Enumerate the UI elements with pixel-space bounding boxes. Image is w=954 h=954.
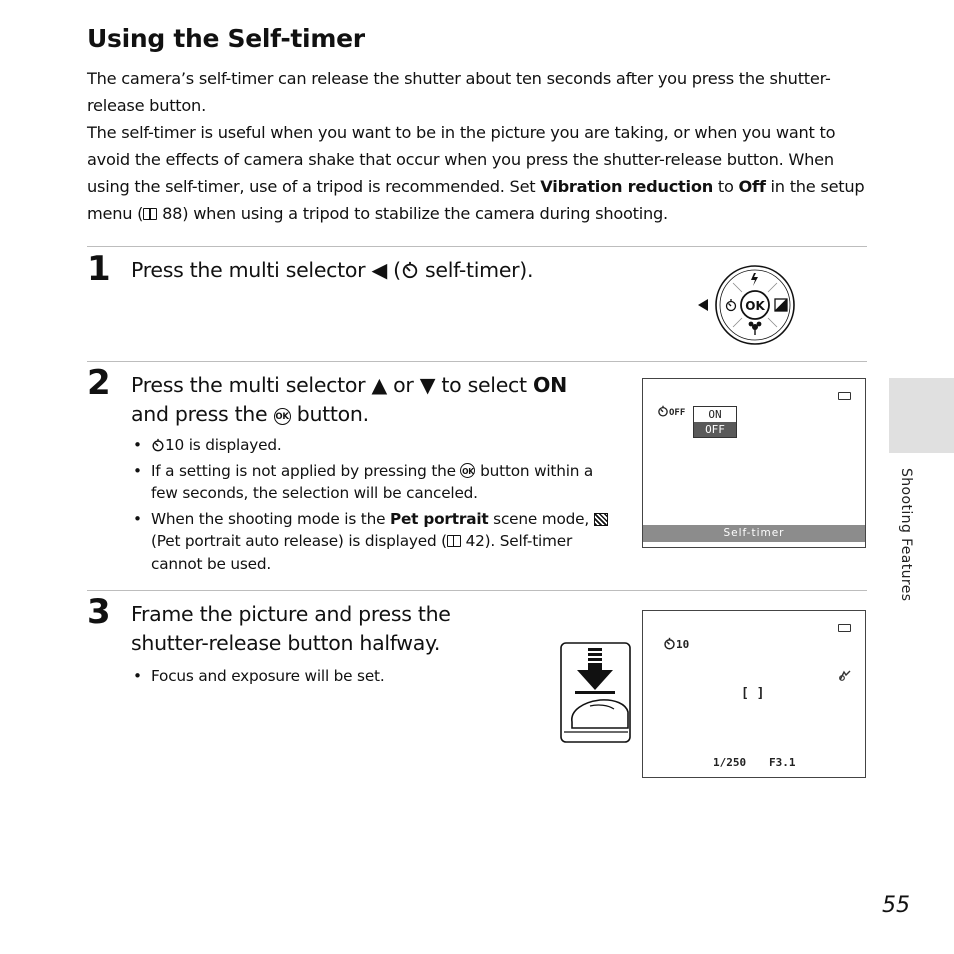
shutter-half-press-icon xyxy=(560,642,632,744)
svg-text:OK: OK xyxy=(745,299,765,313)
manual-reference-icon xyxy=(447,535,461,547)
left-arrow-icon: ◀ xyxy=(371,258,387,282)
page-title: Using the Self-timer xyxy=(87,24,365,53)
self-timer-icon xyxy=(401,261,419,279)
aperture-value: F3.1 xyxy=(769,756,796,769)
divider xyxy=(87,361,867,362)
step-2-notes xyxy=(131,434,616,578)
self-timer-icon xyxy=(151,438,165,452)
left-pointer-icon xyxy=(698,299,708,311)
intro-paragraph-1: The camera’s self-timer can release the shutter about ten seconds after you press the shutter-release button. xyxy=(87,69,831,115)
list-item: • Focus and exposure will be set. xyxy=(131,665,531,688)
manual-reference-icon xyxy=(143,208,157,220)
step-3-instruction: Frame the picture and press the shutter-release button halfway. xyxy=(131,602,451,655)
divider xyxy=(87,246,867,247)
down-arrow-icon: ▼ xyxy=(419,373,436,397)
step-number-1: 1 xyxy=(87,249,111,289)
step-number-3: 3 xyxy=(87,592,111,632)
shutter-speed: 1/250 xyxy=(713,756,747,769)
ok-button-icon: OK xyxy=(274,408,291,425)
step-3-notes xyxy=(131,665,531,691)
screen-footer-label: Self-timer xyxy=(643,525,865,542)
list-item: • If a setting is not applied by pressing the OK button within a few seconds, the selection will be canceled. xyxy=(131,460,616,505)
pet-portrait-auto-release-icon xyxy=(594,513,608,526)
scene-mode-name: Pet portrait xyxy=(389,509,489,528)
vibration-reduction-icon xyxy=(837,669,853,683)
list-item: • 10 is displayed. xyxy=(131,434,616,457)
section-tab xyxy=(889,378,954,453)
self-timer-mode-indicator: OFF xyxy=(657,405,685,418)
option-off-selected[interactable]: OFF xyxy=(694,422,736,437)
step-1-instruction: Press the multi selector ◀ ( self-timer). xyxy=(131,258,534,282)
page-number: 55 xyxy=(882,893,910,918)
multi-selector-diagram xyxy=(696,264,802,348)
self-timer-indicator: 10 xyxy=(663,637,689,651)
battery-icon xyxy=(838,624,851,632)
focus-area-brackets: [ ] xyxy=(741,686,765,701)
list-item: • When the shooting mode is the Pet portrait scene mode, (Pet portrait auto release) is displayed ( 42). Self-timer cannot be used. xyxy=(131,508,616,576)
ok-button-icon: OK xyxy=(460,463,475,478)
up-arrow-icon: ▲ xyxy=(371,373,387,397)
step-2-instruction: Press the multi selector ▲ or ▼ to select ON and press the OK button. xyxy=(131,373,567,426)
intro-paragraph-2: The self-timer is useful when you want to be in the picture you are taking, or when you want to avoid the effects of camera shake that occur when you press the shutter-release button. When using the self-timer, use of a tripod is recommended. Set Vibration reduction to Off in the setup menu ( 88) when using a tripod to stabilize the camera during shooting. xyxy=(87,123,865,223)
option-on[interactable]: ON xyxy=(694,407,736,422)
battery-icon xyxy=(838,392,851,400)
self-timer-icon xyxy=(663,637,676,650)
divider xyxy=(87,590,867,591)
setting-value: Off xyxy=(738,177,766,196)
self-timer-icon xyxy=(657,405,669,417)
option-on: ON xyxy=(532,373,567,397)
page-ref: 88 xyxy=(162,204,183,223)
camera-screen-self-timer-menu xyxy=(642,378,866,548)
self-timer-options xyxy=(693,406,737,438)
step-number-2: 2 xyxy=(87,363,111,403)
setting-name: Vibration reduction xyxy=(540,177,713,196)
camera-screen-shooting xyxy=(642,610,866,778)
section-label: Shooting Features xyxy=(898,468,914,602)
